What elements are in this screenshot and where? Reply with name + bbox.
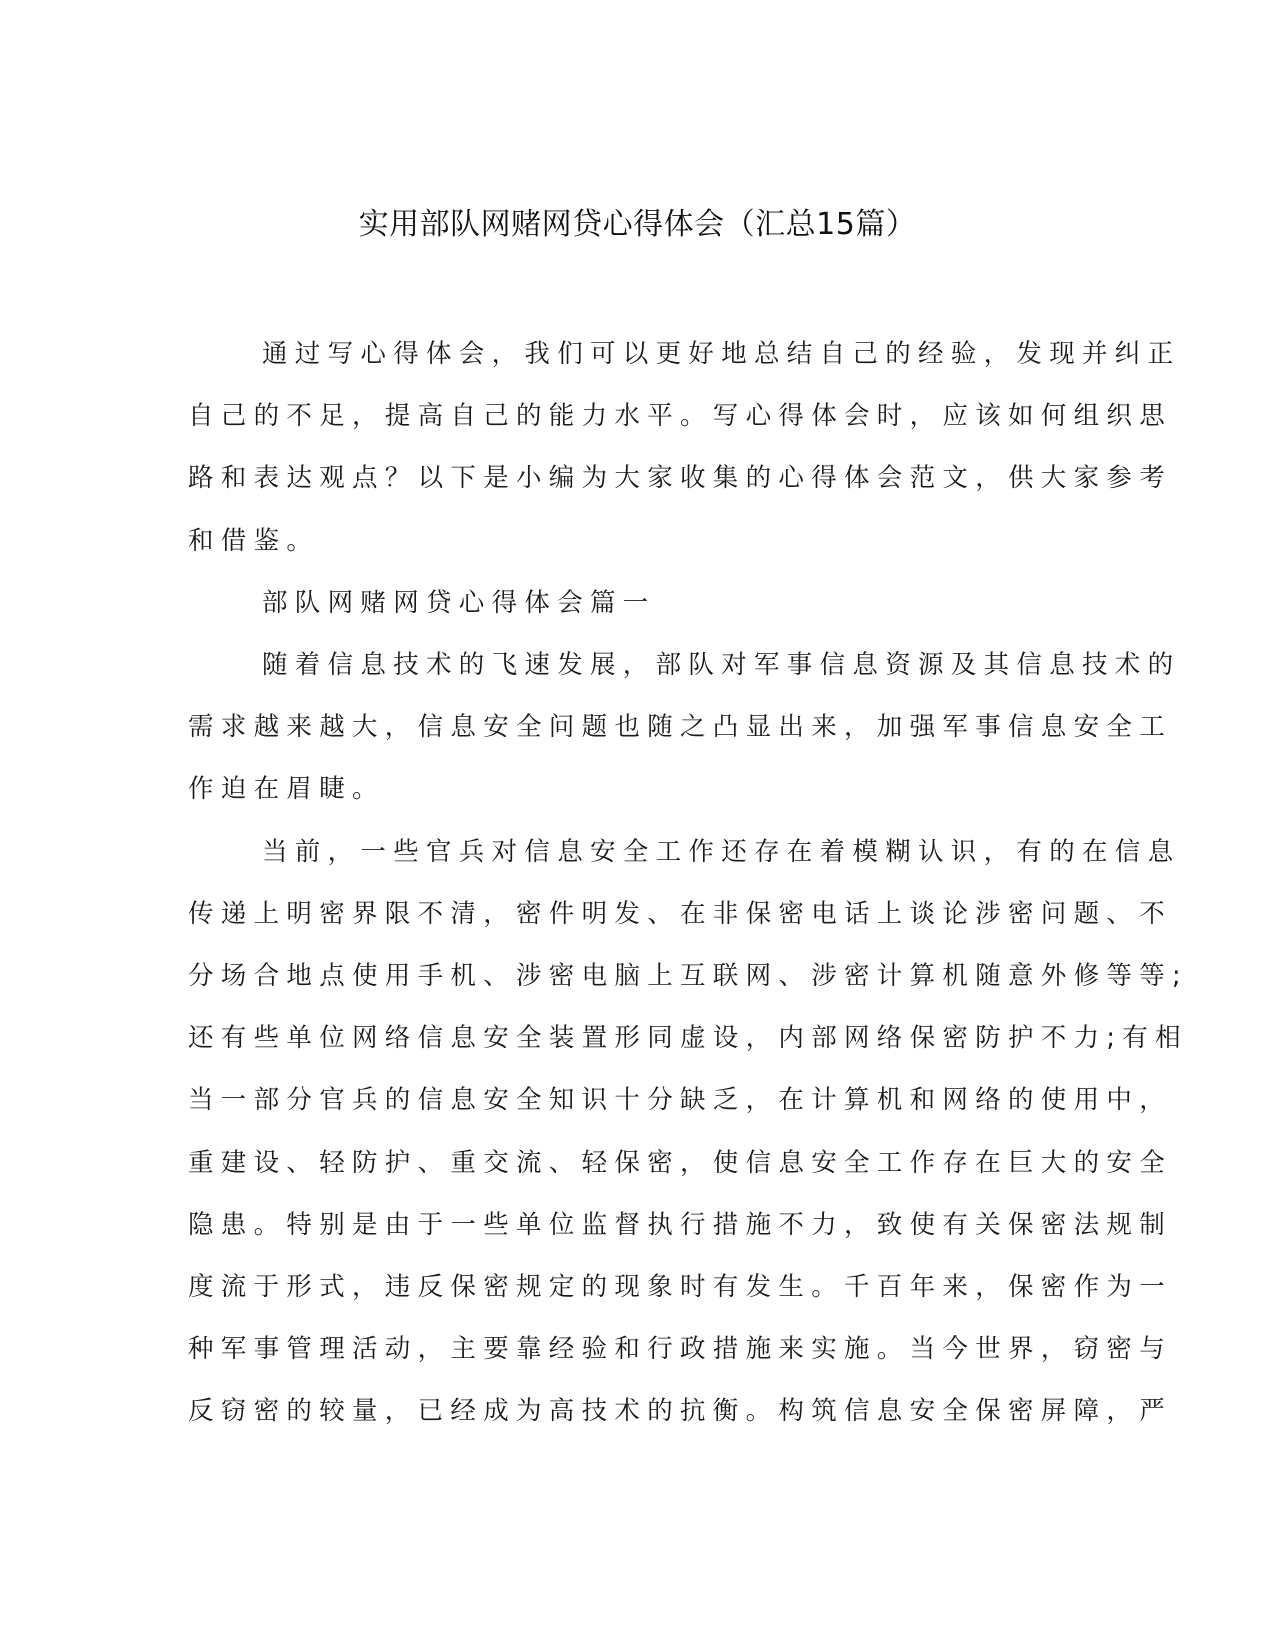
text-line: 隐患。特别是由于一些单位监督执行措施不力，致使有关保密法规制 (188, 1209, 1173, 1240)
text-line: 种军事管理活动，主要靠经验和行政措施来实施。当今世界，窃密与 (188, 1334, 1173, 1365)
text-line: 当前，一些官兵对信息安全工作还存在着模糊认识，有的在信息 (262, 836, 1181, 867)
text-line: 需求越来越大，信息安全问题也随之凸显出来，加强军事信息安全工 (188, 712, 1173, 743)
text-line: 随着信息技术的飞速发展，部队对军事信息资源及其信息技术的 (262, 650, 1181, 681)
text-line: 作迫在眉睫。 (188, 774, 385, 805)
text-line: 度流于形式，违反保密规定的现象时有发生。千百年来，保密作为一 (188, 1272, 1173, 1303)
text-line: 传递上明密界限不清，密件明发、在非保密电话上谈论涉密问题、不 (188, 898, 1173, 929)
document-title: 实用部队网赌网贷心得体会（汇总15篇） (358, 207, 917, 242)
text-line: 通过写心得体会，我们可以更好地总结自己的经验，发现并纠正 (262, 339, 1181, 369)
text-line: 和借鉴。 (188, 525, 320, 556)
intro-paragraph (188, 323, 1181, 572)
text-line: 自己的不足，提高自己的能力水平。写心得体会时，应该如何组织思 (188, 401, 1173, 432)
text-line: 重建设、轻防护、重交流、轻保密，使信息安全工作存在巨大的安全 (188, 1147, 1173, 1178)
document-body (188, 323, 1188, 1443)
text-line: 路和表达观点？以下是小编为大家收集的心得体会范文，供大家参考 (188, 463, 1173, 494)
body-paragraph (188, 634, 1181, 821)
text-line: 当一部分官兵的信息安全知识十分缺乏，在计算机和网络的使用中， (188, 1085, 1173, 1116)
text-line: 还有些单位网络信息安全装置形同虚设，内部网络保密防护不力;有相 (188, 1023, 1188, 1054)
section-heading (188, 572, 1078, 634)
section-heading-text: 部队网赌网贷心得体会篇一 (262, 587, 656, 618)
body-paragraph (188, 821, 1188, 1443)
text-line: 反窃密的较量，已经成为高技术的抗衡。构筑信息安全保密屏障，严 (188, 1396, 1173, 1427)
text-line: 分场合地点使用手机、涉密电脑上互联网、涉密计算机随意外修等等; (188, 961, 1188, 992)
